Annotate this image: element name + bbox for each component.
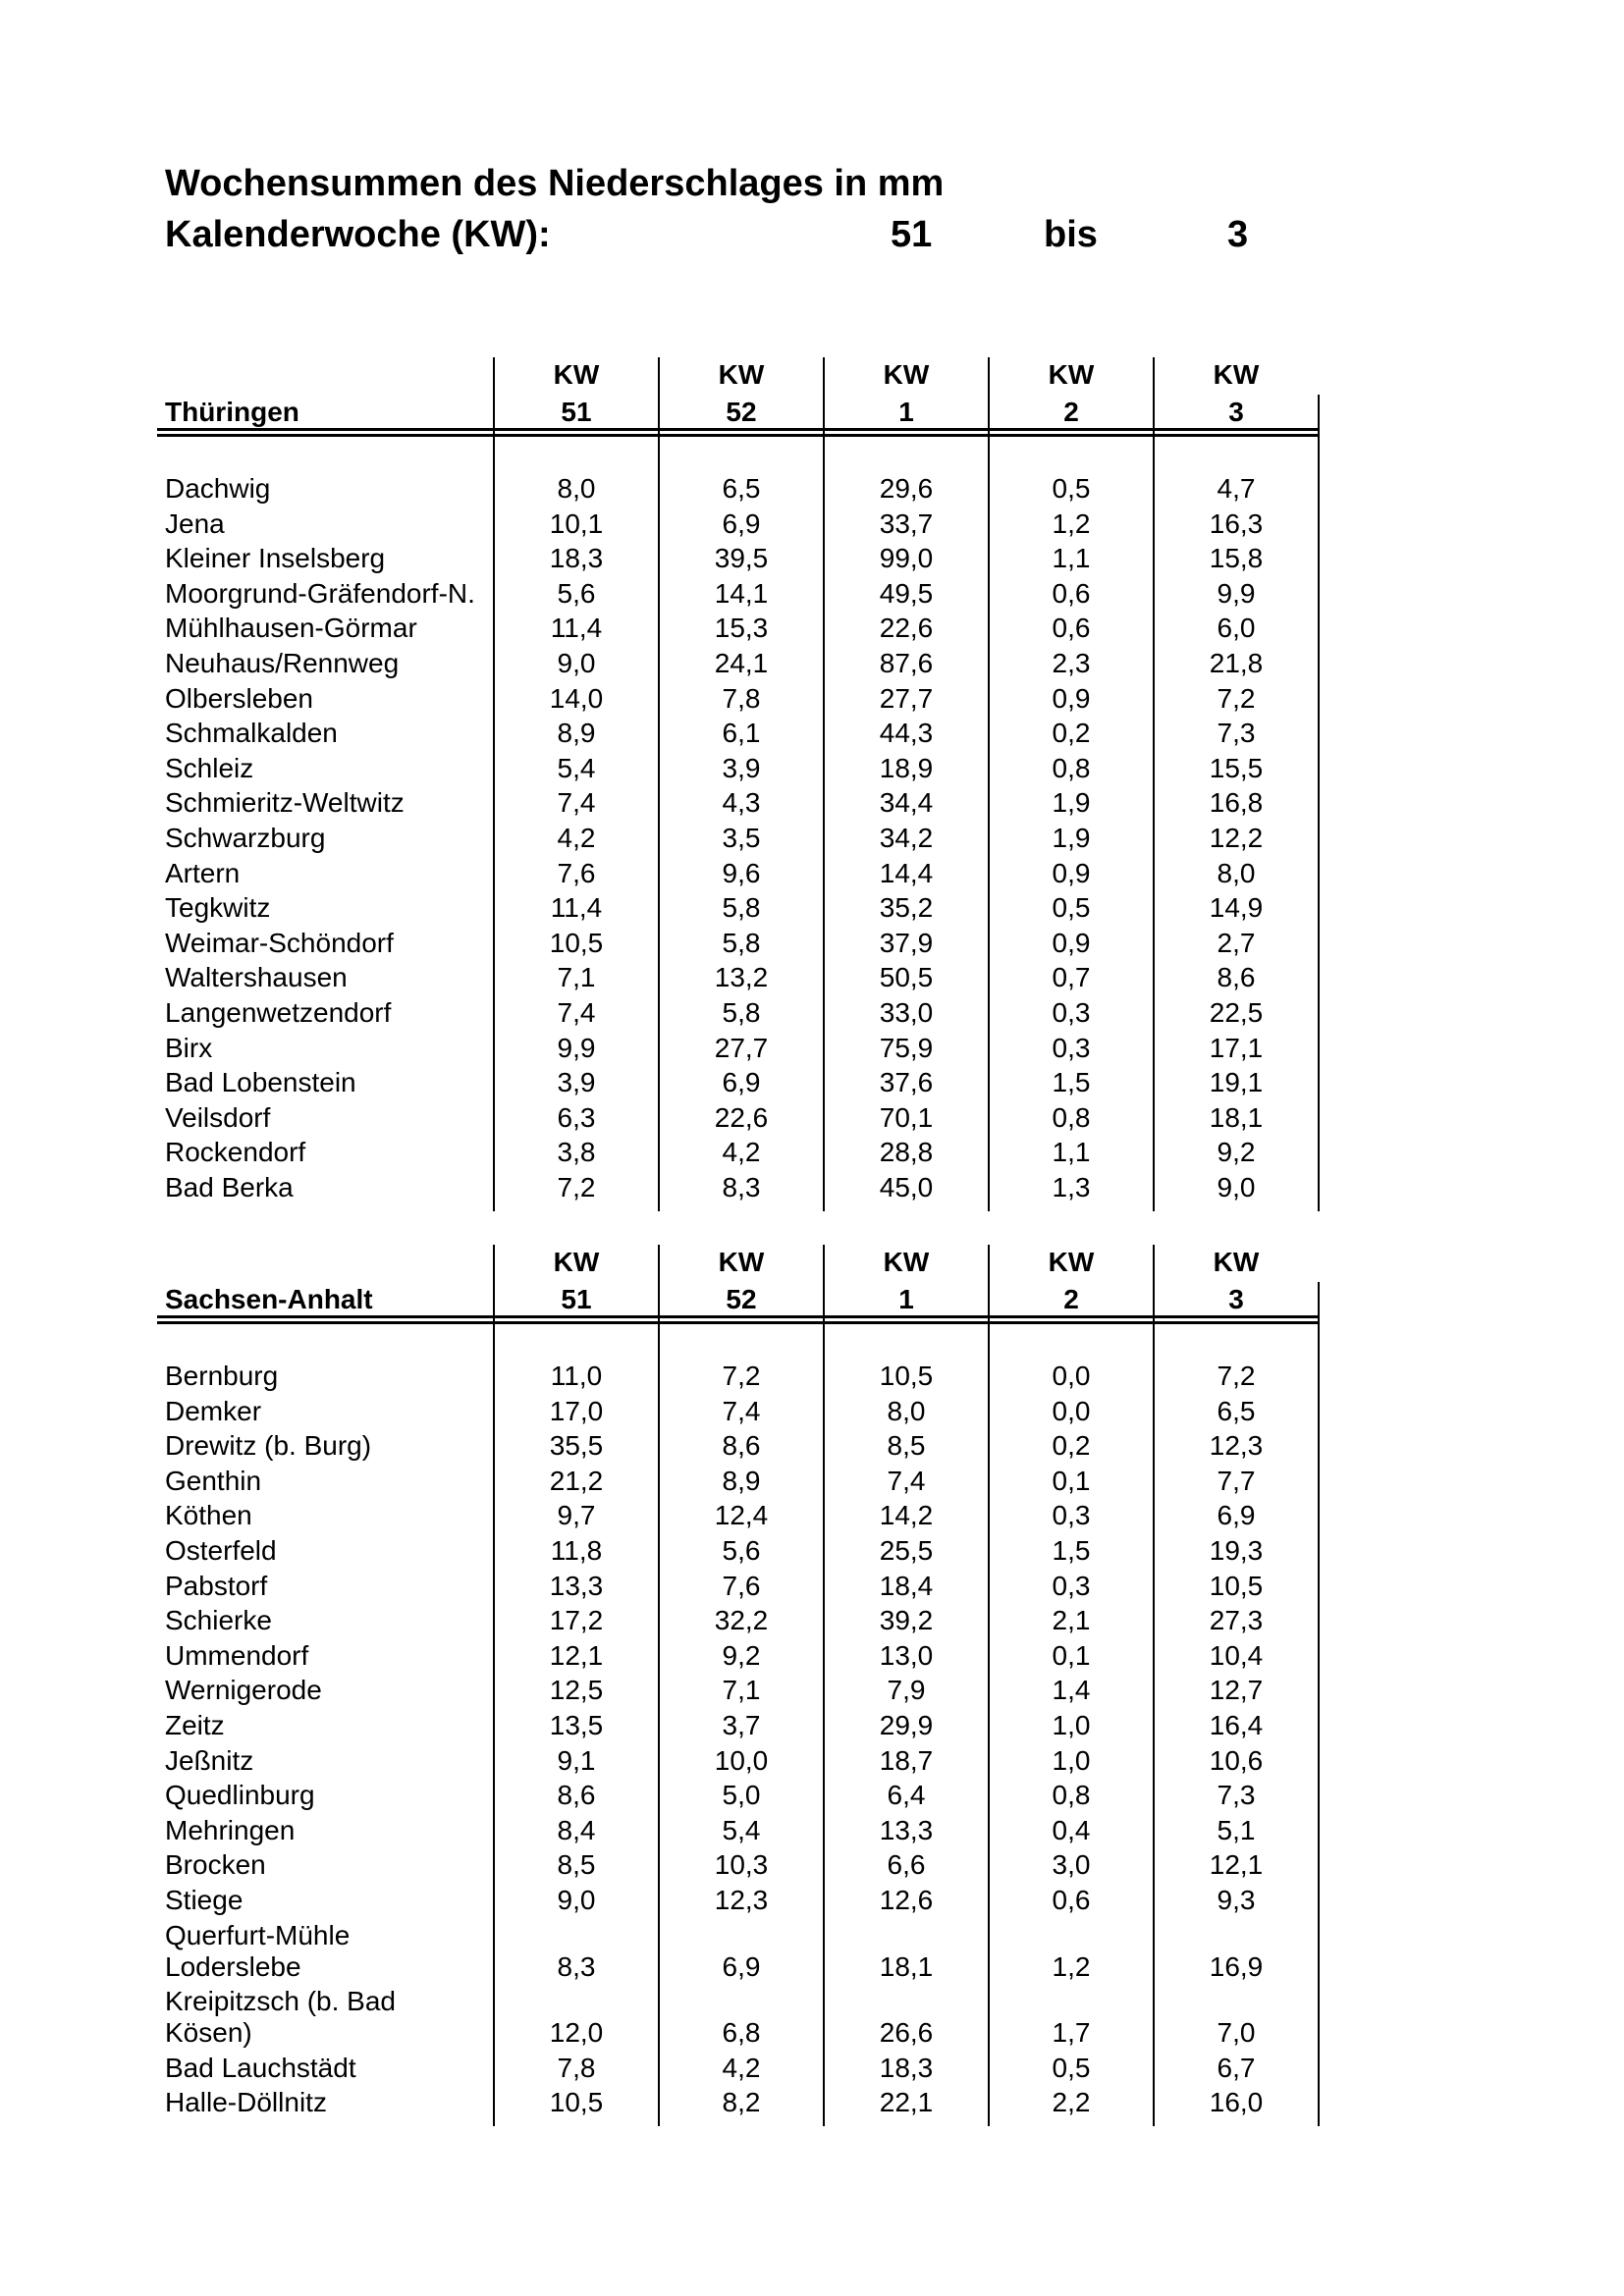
precipitation-value: 0,6 <box>1052 577 1091 609</box>
precipitation-value: 2,7 <box>1217 927 1256 958</box>
station-name: Brocken <box>165 1849 266 1881</box>
precipitation-value: 13,2 <box>714 962 769 993</box>
precipitation-value: 6,9 <box>722 507 761 539</box>
header-underline <box>157 1321 1318 1324</box>
precipitation-value: 6,6 <box>887 1849 926 1881</box>
precipitation-value: 6,0 <box>1217 613 1256 644</box>
station-name: Schwarzburg <box>165 823 326 853</box>
precipitation-value: 3,0 <box>1052 1849 1091 1881</box>
precipitation-value: 11,8 <box>550 1535 603 1566</box>
station-name: Jena <box>165 507 225 539</box>
precipitation-value: 14,1 <box>714 577 769 609</box>
precipitation-value: 7,4 <box>887 1465 926 1496</box>
precipitation-value: 6,5 <box>722 473 761 504</box>
precipitation-value: 0,5 <box>1052 473 1091 504</box>
precipitation-value: 6,8 <box>722 2017 761 2049</box>
precipitation-value: 2,3 <box>1052 648 1091 678</box>
precipitation-value: 1,1 <box>1052 1137 1091 1168</box>
column-divider <box>1153 357 1155 1211</box>
week-range-label: Kalenderwoche (KW): <box>165 214 551 255</box>
column-week-number: 3 <box>1228 1284 1244 1314</box>
precipitation-value: 0,0 <box>1052 1395 1091 1426</box>
precipitation-value: 3,5 <box>722 823 761 853</box>
precipitation-value: 27,7 <box>714 1032 769 1063</box>
precipitation-value: 0,6 <box>1052 613 1091 644</box>
station-name: Jeßnitz <box>165 1744 254 1776</box>
precipitation-value: 0,6 <box>1052 1885 1091 1915</box>
precipitation-value: 87,6 <box>879 648 934 678</box>
column-week-number: 2 <box>1063 1284 1079 1314</box>
week-from-value: 51 <box>891 214 933 255</box>
precipitation-value: 3,8 <box>557 1137 596 1168</box>
precipitation-value: 34,2 <box>879 823 934 853</box>
precipitation-value: 5,8 <box>722 892 761 924</box>
precipitation-value: 7,1 <box>557 962 596 993</box>
precipitation-value: 1,0 <box>1052 1744 1091 1776</box>
precipitation-value: 0,5 <box>1052 2052 1091 2083</box>
precipitation-value: 75,9 <box>879 1032 934 1063</box>
precipitation-value: 5,0 <box>722 1780 761 1811</box>
precipitation-value: 1,3 <box>1052 1172 1091 1202</box>
precipitation-value: 0,4 <box>1052 1814 1091 1845</box>
precipitation-value: 33,7 <box>879 507 934 539</box>
precipitation-value: 9,1 <box>557 1744 596 1776</box>
precipitation-value: 45,0 <box>879 1172 934 1202</box>
precipitation-value: 0,8 <box>1052 752 1091 783</box>
precipitation-value: 10,3 <box>714 1849 769 1881</box>
precipitation-value: 4,3 <box>722 787 761 819</box>
precipitation-value: 27,7 <box>879 682 934 714</box>
column-divider <box>658 357 660 1211</box>
precipitation-value: 7,2 <box>722 1361 761 1391</box>
precipitation-value: 6,7 <box>1217 2052 1256 2083</box>
station-name: Querfurt-Mühle <box>165 1919 351 1950</box>
precipitation-value: 7,8 <box>557 2052 596 2083</box>
station-name: Pabstorf <box>165 1570 268 1601</box>
station-name: Moorgrund-Gräfendorf-N. <box>165 577 475 609</box>
precipitation-value: 9,9 <box>1217 577 1256 609</box>
precipitation-value: 32,2 <box>714 1605 769 1636</box>
precipitation-value: 14,9 <box>1209 892 1264 924</box>
precipitation-value: 21,2 <box>549 1465 604 1496</box>
precipitation-value: 18,3 <box>879 2052 934 2083</box>
precipitation-value: 10,4 <box>1209 1639 1264 1671</box>
precipitation-value: 0,0 <box>1052 1361 1091 1391</box>
precipitation-value: 12,1 <box>1209 1849 1264 1881</box>
precipitation-value: 0,9 <box>1052 927 1091 958</box>
precipitation-value: 7,7 <box>1217 1465 1256 1496</box>
precipitation-value: 9,0 <box>557 648 596 678</box>
header-underline <box>157 428 1318 431</box>
precipitation-value: 9,2 <box>1217 1137 1256 1168</box>
precipitation-value: 70,1 <box>879 1101 934 1133</box>
column-divider <box>823 357 825 1211</box>
precipitation-value: 8,0 <box>1217 857 1256 888</box>
precipitation-value: 9,9 <box>557 1032 596 1063</box>
precipitation-value: 7,1 <box>722 1675 761 1706</box>
precipitation-value: 12,6 <box>879 1885 934 1915</box>
station-name: Kösen) <box>165 2017 252 2049</box>
precipitation-value: 10,5 <box>1209 1570 1264 1601</box>
precipitation-value: 10,0 <box>714 1744 769 1776</box>
precipitation-value: 4,7 <box>1217 473 1256 504</box>
precipitation-value: 0,3 <box>1052 997 1091 1028</box>
precipitation-value: 0,8 <box>1052 1101 1091 1133</box>
precipitation-value: 0,3 <box>1052 1570 1091 1601</box>
precipitation-value: 7,9 <box>887 1675 926 1706</box>
week-bis-label: bis <box>1044 214 1098 255</box>
station-name: Schleiz <box>165 752 254 783</box>
table-right-border <box>1318 1282 1320 2126</box>
station-name: Quedlinburg <box>165 1780 315 1811</box>
precipitation-value: 18,9 <box>879 752 934 783</box>
precipitation-value: 6,5 <box>1217 1395 1256 1426</box>
precipitation-value: 7,6 <box>557 857 596 888</box>
column-kw-label: KW <box>553 1247 600 1277</box>
station-name: Birx <box>165 1032 213 1063</box>
precipitation-value: 19,1 <box>1209 1067 1264 1098</box>
precipitation-value: 14,4 <box>879 857 934 888</box>
precipitation-value: 8,3 <box>557 1950 596 1982</box>
precipitation-value: 11,0 <box>550 1361 603 1391</box>
column-week-number: 2 <box>1063 397 1079 427</box>
precipitation-value: 8,6 <box>722 1430 761 1462</box>
precipitation-value: 7,3 <box>1217 718 1256 749</box>
precipitation-value: 15,8 <box>1209 543 1264 574</box>
precipitation-value: 0,3 <box>1052 1032 1091 1063</box>
column-divider <box>493 357 495 1211</box>
precipitation-value: 12,4 <box>714 1500 769 1531</box>
precipitation-value: 8,5 <box>557 1849 596 1881</box>
precipitation-value: 33,0 <box>879 997 934 1028</box>
station-name: Demker <box>165 1395 262 1426</box>
precipitation-value: 50,5 <box>879 962 934 993</box>
precipitation-value: 7,4 <box>557 997 596 1028</box>
precipitation-value: 0,8 <box>1052 1780 1091 1811</box>
precipitation-value: 1,2 <box>1052 507 1091 539</box>
column-divider <box>1153 1245 1155 2126</box>
station-name: Drewitz (b. Burg) <box>165 1430 372 1462</box>
precipitation-value: 13,3 <box>879 1814 934 1845</box>
precipitation-value: 11,4 <box>550 892 603 924</box>
precipitation-value: 4,2 <box>722 2052 761 2083</box>
precipitation-value: 10,5 <box>549 2087 604 2118</box>
column-kw-label: KW <box>883 1247 930 1277</box>
station-name: Osterfeld <box>165 1535 277 1566</box>
precipitation-value: 7,2 <box>557 1172 596 1202</box>
precipitation-value: 25,5 <box>879 1535 934 1566</box>
precipitation-value: 1,9 <box>1052 823 1091 853</box>
station-name: Langenwetzendorf <box>165 997 392 1028</box>
precipitation-value: 8,9 <box>722 1465 761 1496</box>
column-week-number: 1 <box>898 397 914 427</box>
precipitation-value: 27,3 <box>1209 1605 1264 1636</box>
precipitation-value: 29,9 <box>879 1710 934 1740</box>
precipitation-value: 8,0 <box>887 1395 926 1426</box>
precipitation-value: 7,0 <box>1217 2017 1256 2049</box>
precipitation-value: 12,2 <box>1209 823 1264 853</box>
column-kw-label: KW <box>1213 1247 1260 1277</box>
precipitation-value: 37,9 <box>879 927 934 958</box>
station-name: Bad Berka <box>165 1172 294 1202</box>
precipitation-value: 8,6 <box>557 1780 596 1811</box>
precipitation-value: 7,2 <box>1217 1361 1256 1391</box>
column-divider <box>988 1245 990 2126</box>
precipitation-value: 15,3 <box>714 613 769 644</box>
precipitation-value: 18,4 <box>879 1570 934 1601</box>
precipitation-value: 17,1 <box>1209 1032 1264 1063</box>
precipitation-value: 14,0 <box>549 682 604 714</box>
table-right-border <box>1318 395 1320 1211</box>
column-divider <box>988 357 990 1211</box>
precipitation-value: 39,5 <box>714 543 769 574</box>
precipitation-value: 5,1 <box>1217 1814 1256 1845</box>
precipitation-value: 13,5 <box>549 1710 604 1740</box>
precipitation-value: 35,5 <box>549 1430 604 1462</box>
precipitation-value: 2,1 <box>1052 1605 1091 1636</box>
week-to-value: 3 <box>1227 214 1249 255</box>
precipitation-value: 1,7 <box>1052 2017 1091 2049</box>
column-week-number: 51 <box>561 397 592 427</box>
column-kw-label: KW <box>718 1247 765 1277</box>
precipitation-value: 22,1 <box>879 2087 934 2118</box>
station-name: Schierke <box>165 1605 272 1636</box>
precipitation-value: 18,3 <box>549 543 604 574</box>
precipitation-value: 5,6 <box>722 1535 761 1566</box>
column-kw-label: KW <box>718 359 765 390</box>
precipitation-value: 8,5 <box>887 1430 926 1462</box>
precipitation-value: 18,1 <box>1209 1101 1264 1133</box>
section-title: Sachsen-Anhalt <box>165 1284 373 1314</box>
column-week-number: 51 <box>561 1284 592 1314</box>
precipitation-value: 7,8 <box>722 682 761 714</box>
column-week-number: 1 <box>898 1284 914 1314</box>
precipitation-value: 37,6 <box>879 1067 934 1098</box>
precipitation-value: 5,8 <box>722 997 761 1028</box>
precipitation-value: 35,2 <box>879 892 934 924</box>
precipitation-value: 8,6 <box>1217 962 1256 993</box>
station-name: Schmalkalden <box>165 718 338 749</box>
precipitation-value: 12,5 <box>549 1675 604 1706</box>
precipitation-value: 9,0 <box>557 1885 596 1915</box>
station-name: Weimar-Schöndorf <box>165 927 394 958</box>
precipitation-value: 8,3 <box>722 1172 761 1202</box>
precipitation-value: 5,4 <box>722 1814 761 1845</box>
precipitation-value: 10,1 <box>549 507 604 539</box>
precipitation-value: 1,0 <box>1052 1710 1091 1740</box>
station-name: Olbersleben <box>165 682 313 714</box>
precipitation-value: 12,1 <box>549 1639 604 1671</box>
column-divider <box>823 1245 825 2126</box>
precipitation-value: 7,6 <box>722 1570 761 1601</box>
precipitation-value: 0,2 <box>1052 1430 1091 1462</box>
station-name: Schmieritz-Weltwitz <box>165 787 405 819</box>
station-name: Waltershausen <box>165 962 348 993</box>
precipitation-value: 7,2 <box>1217 682 1256 714</box>
station-name: Bad Lobenstein <box>165 1067 356 1098</box>
precipitation-value: 24,1 <box>714 648 769 678</box>
precipitation-value: 12,0 <box>549 2017 604 2049</box>
precipitation-value: 3,9 <box>722 752 761 783</box>
precipitation-value: 9,0 <box>1217 1172 1256 1202</box>
precipitation-value: 16,3 <box>1209 507 1264 539</box>
precipitation-value: 8,9 <box>557 718 596 749</box>
precipitation-value: 5,6 <box>557 577 596 609</box>
precipitation-value: 12,7 <box>1209 1675 1264 1706</box>
precipitation-value: 0,3 <box>1052 1500 1091 1531</box>
precipitation-value: 0,7 <box>1052 962 1091 993</box>
precipitation-value: 1,2 <box>1052 1950 1091 1982</box>
precipitation-value: 9,7 <box>557 1500 596 1531</box>
station-name: Loderslebe <box>165 1950 301 1982</box>
station-name: Halle-Döllnitz <box>165 2087 327 2118</box>
station-name: Stiege <box>165 1885 244 1915</box>
precipitation-value: 16,8 <box>1209 787 1264 819</box>
precipitation-value: 9,2 <box>722 1639 761 1671</box>
precipitation-value: 18,1 <box>879 1950 934 1982</box>
precipitation-value: 8,4 <box>557 1814 596 1845</box>
station-name: Kleiner Inselsberg <box>165 543 386 574</box>
precipitation-value: 0,1 <box>1052 1465 1091 1496</box>
station-name: Mehringen <box>165 1814 296 1845</box>
precipitation-value: 0,9 <box>1052 682 1091 714</box>
report-title: Wochensummen des Niederschlages in mm <box>165 163 945 204</box>
precipitation-value: 13,0 <box>879 1639 934 1671</box>
column-kw-label: KW <box>1048 1247 1095 1277</box>
precipitation-value: 1,1 <box>1052 543 1091 574</box>
precipitation-value: 0,2 <box>1052 718 1091 749</box>
column-kw-label: KW <box>883 359 930 390</box>
precipitation-value: 10,5 <box>879 1361 934 1391</box>
section-title: Thüringen <box>165 397 299 427</box>
column-kw-label: KW <box>1048 359 1095 390</box>
precipitation-value: 6,4 <box>887 1780 926 1811</box>
precipitation-value: 22,6 <box>714 1101 769 1133</box>
station-name: Ummendorf <box>165 1639 309 1671</box>
precipitation-value: 7,4 <box>722 1395 761 1426</box>
column-week-number: 52 <box>726 1284 757 1314</box>
precipitation-value: 1,5 <box>1052 1535 1091 1566</box>
station-name: Rockendorf <box>165 1137 306 1168</box>
precipitation-value: 19,3 <box>1209 1535 1264 1566</box>
column-kw-label: KW <box>553 359 600 390</box>
station-name: Artern <box>165 857 241 888</box>
precipitation-value: 0,1 <box>1052 1639 1091 1671</box>
precipitation-value: 9,3 <box>1217 1885 1256 1915</box>
precipitation-value: 1,4 <box>1052 1675 1091 1706</box>
header-underline <box>157 434 1318 437</box>
precipitation-value: 21,8 <box>1209 648 1264 678</box>
precipitation-value: 22,5 <box>1209 997 1264 1028</box>
station-name: Dachwig <box>165 473 271 504</box>
precipitation-value: 14,2 <box>879 1500 934 1531</box>
precipitation-value: 1,9 <box>1052 787 1091 819</box>
precipitation-value: 5,4 <box>557 752 596 783</box>
station-name: Zeitz <box>165 1710 225 1740</box>
precipitation-value: 3,7 <box>722 1710 761 1740</box>
station-name: Bad Lauchstädt <box>165 2052 356 2083</box>
precipitation-value: 26,6 <box>879 2017 934 2049</box>
precipitation-value: 6,9 <box>1217 1500 1256 1531</box>
precipitation-value: 12,3 <box>1209 1430 1264 1462</box>
column-divider <box>493 1245 495 2126</box>
precipitation-value: 12,3 <box>714 1885 769 1915</box>
precipitation-value: 0,9 <box>1052 857 1091 888</box>
precipitation-value: 39,2 <box>879 1605 934 1636</box>
precipitation-value: 28,8 <box>879 1137 934 1168</box>
precipitation-value: 17,2 <box>549 1605 604 1636</box>
column-kw-label: KW <box>1213 359 1260 390</box>
precipitation-value: 0,5 <box>1052 892 1091 924</box>
precipitation-value: 8,2 <box>722 2087 761 2118</box>
precipitation-value: 9,6 <box>722 857 761 888</box>
header-underline <box>157 1315 1318 1318</box>
precipitation-value: 8,0 <box>557 473 596 504</box>
station-name: Mühlhausen-Görmar <box>165 613 417 644</box>
station-name: Wernigerode <box>165 1675 322 1706</box>
precipitation-value: 4,2 <box>722 1137 761 1168</box>
precipitation-value: 22,6 <box>879 613 934 644</box>
precipitation-value: 99,0 <box>879 543 934 574</box>
column-week-number: 52 <box>726 397 757 427</box>
precipitation-value: 34,4 <box>879 787 934 819</box>
station-name: Veilsdorf <box>165 1101 271 1133</box>
column-divider <box>658 1245 660 2126</box>
precipitation-value: 6,3 <box>557 1101 596 1133</box>
precipitation-value: 16,9 <box>1209 1950 1264 1982</box>
precipitation-value: 5,8 <box>722 927 761 958</box>
precipitation-value: 44,3 <box>879 718 934 749</box>
precipitation-value: 6,9 <box>722 1067 761 1098</box>
precipitation-value: 1,5 <box>1052 1067 1091 1098</box>
station-name: Kreipitzsch (b. Bad <box>165 1986 396 2017</box>
precipitation-value: 3,9 <box>557 1067 596 1098</box>
precipitation-value: 13,3 <box>549 1570 604 1601</box>
precipitation-value: 15,5 <box>1209 752 1264 783</box>
precipitation-value: 17,0 <box>549 1395 604 1426</box>
precipitation-value: 10,6 <box>1209 1744 1264 1776</box>
station-name: Tegkwitz <box>165 892 271 924</box>
column-week-number: 3 <box>1228 397 1244 427</box>
precipitation-value: 10,5 <box>549 927 604 958</box>
precipitation-value: 6,1 <box>722 718 761 749</box>
precipitation-value: 11,4 <box>550 613 603 644</box>
precipitation-value: 7,3 <box>1217 1780 1256 1811</box>
station-name: Genthin <box>165 1465 262 1496</box>
precipitation-value: 4,2 <box>557 823 596 853</box>
station-name: Köthen <box>165 1500 252 1531</box>
precipitation-value: 29,6 <box>879 473 934 504</box>
precipitation-value: 16,0 <box>1209 2087 1264 2118</box>
station-name: Neuhaus/Rennweg <box>165 648 400 678</box>
station-name: Bernburg <box>165 1361 279 1391</box>
precipitation-value: 7,4 <box>557 787 596 819</box>
precipitation-value: 18,7 <box>879 1744 934 1776</box>
precipitation-value: 16,4 <box>1209 1710 1264 1740</box>
precipitation-value: 49,5 <box>879 577 934 609</box>
precipitation-value: 2,2 <box>1052 2087 1091 2118</box>
precipitation-value: 6,9 <box>722 1950 761 1982</box>
